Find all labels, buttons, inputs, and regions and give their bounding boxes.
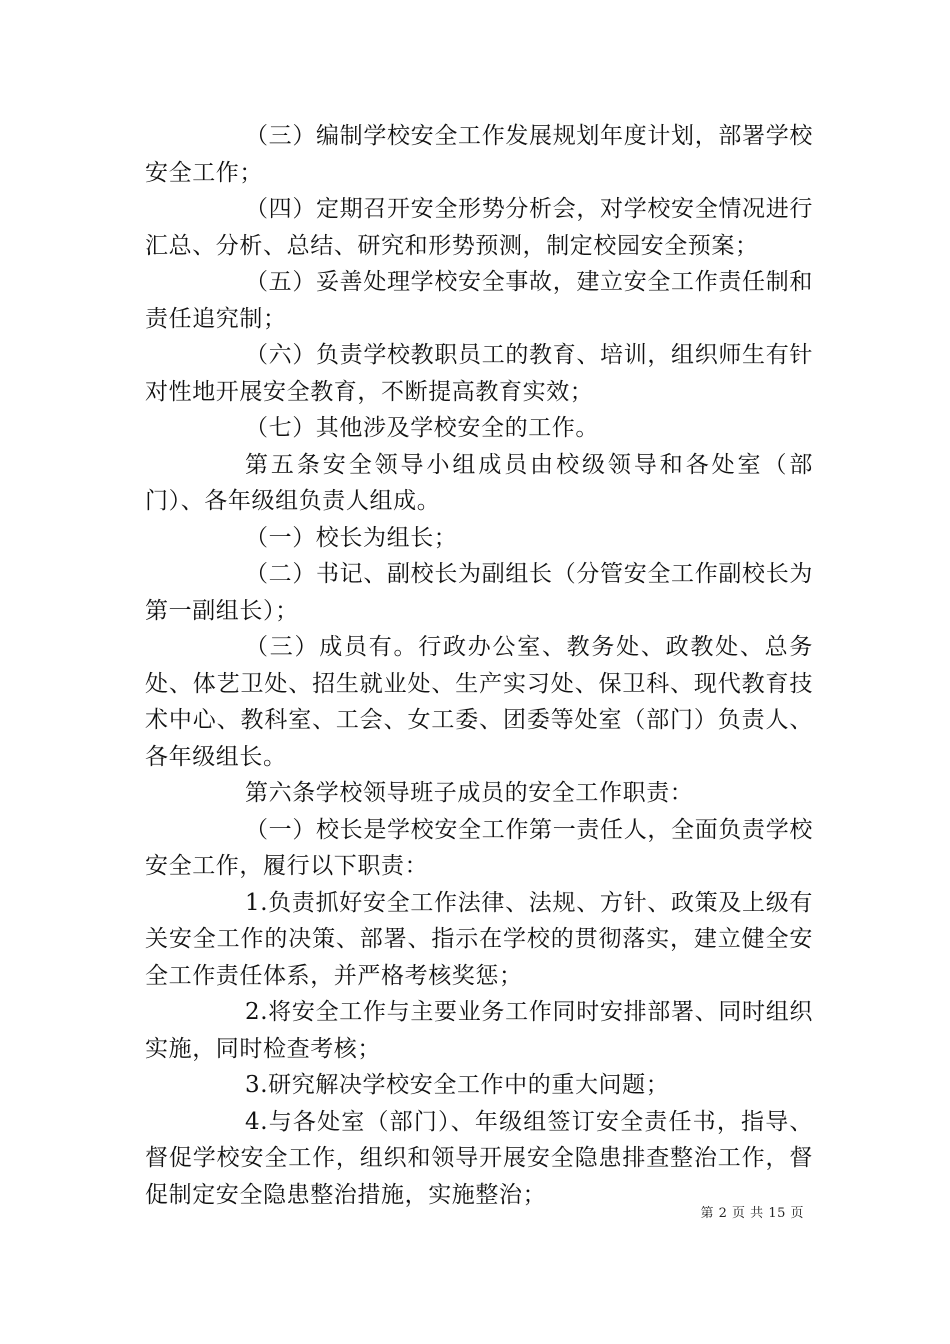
paragraph: 第五条安全领导小组成员由校级领导和各处室（部门）、各年级组负责人组成。 (145, 451, 813, 514)
paragraph: （三）成员有。行政办公室、教务处、政教处、总务处、体艺卫处、招生就业处、生产实习处、保卫科、现代教育技术中心、教科室、工会、女工委、团委等处室（部门）负责人、各年级组长。 (145, 634, 813, 770)
paragraph: 3.研究解决学校安全工作中的重大问题； (245, 1072, 670, 1098)
page-number-footer: 第 2 页 共 15 页 (700, 1206, 804, 1221)
paragraph: （一）校长是学校安全工作第一责任人，全面负责学校安全工作，履行以下职责： (145, 816, 813, 879)
paragraph: （三）编制学校安全工作发展规划年度计划，部署学校安全工作； (145, 123, 813, 186)
paragraph: （七）其他涉及学校安全的工作。 (245, 415, 599, 441)
paragraph: 第六条学校领导班子成员的安全工作职责： (245, 780, 694, 806)
paragraph: （二）书记、副校长为副组长（分管安全工作副校长为第一副组长）； (145, 561, 813, 624)
paragraph: （五）妥善处理学校安全事故，建立安全工作责任制和责任追究制； (145, 269, 813, 332)
paragraph: （六）负责学校教职员工的教育、培训，组织师生有针对性地开展安全教育，不断提高教育实效； (145, 342, 813, 405)
paragraph: 4.与各处室（部门）、年级组签订安全责任书，指导、督促学校安全工作，组织和领导开展安全隐患排查整治工作，督促制定安全隐患整治措施，实施整治； (145, 1108, 813, 1208)
document-body (145, 118, 813, 1213)
paragraph: 2.将安全工作与主要业务工作同时安排部署、同时组织实施，同时检查考核； (145, 999, 813, 1062)
paragraph: 1.负责抓好安全工作法律、法规、方针、政策及上级有关安全工作的决策、部署、指示在学校的贯彻落实，建立健全安全工作责任体系，并严格考核奖惩； (145, 889, 813, 989)
paragraph: （一）校长为组长； (245, 524, 458, 551)
paragraph: （四）定期召开安全形势分析会，对学校安全情况进行汇总、分析、总结、研究和形势预测，制定校园安全预案； (145, 196, 813, 259)
